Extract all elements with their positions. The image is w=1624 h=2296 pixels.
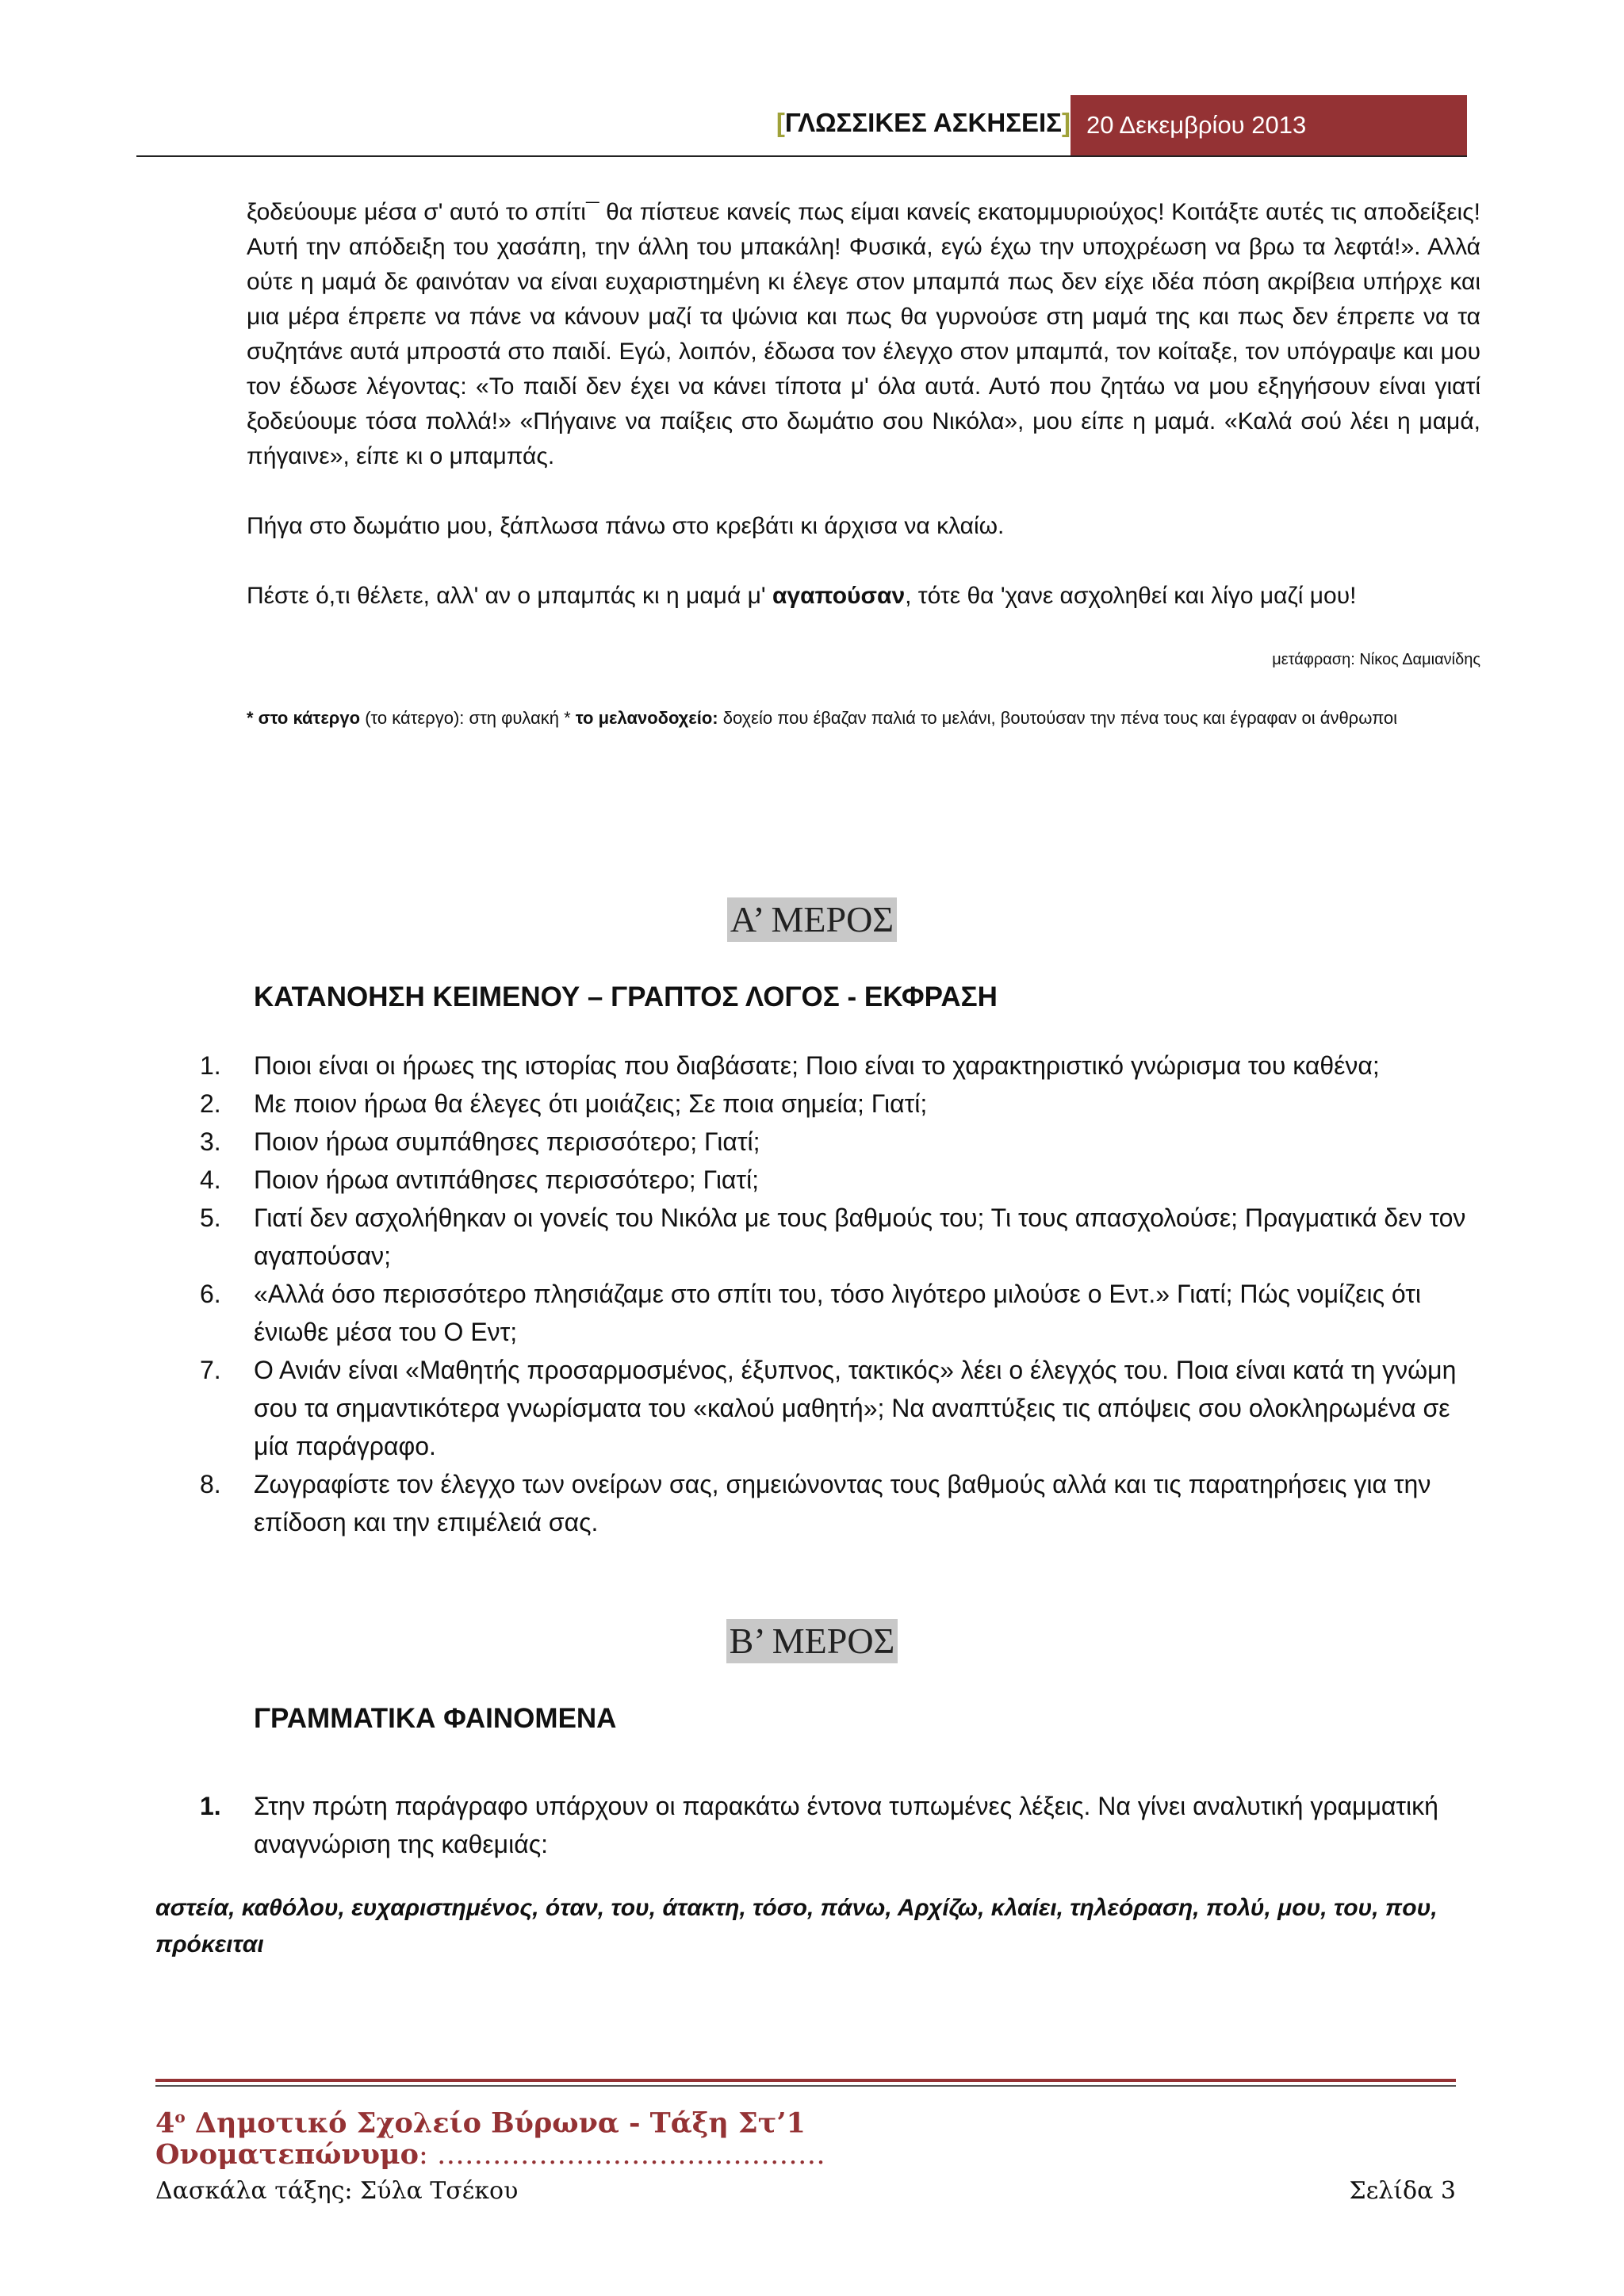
question-number: 6. — [200, 1280, 221, 1308]
header-date: 20 Δεκεμβρίου 2013 — [1071, 95, 1467, 155]
part-b-heading — [0, 1619, 1624, 1663]
story-p3-after: , τότε θα 'χανε ασχοληθεί και λίγο μαζί μου! — [905, 583, 1357, 609]
part-a-heading — [0, 897, 1624, 942]
story-paragraph-1: ξοδεύουμε μέσα σ' αυτό το σπίτι¯ θα πίστευε κανείς πως είμαι κανείς εκατομμυριούχος! Κοιτάξτε αυτές τις αποδείξεις! Αυτή την απόδειξη του χασάπη, την άλλη του μπακάλη! Φυσικά, εγώ έχω την υποχρέωση να βρω τα λεφτά!». Αλλά ούτε η μαμά δε φαινόταν να είναι ευχαριστημένη κι έλεγε στον μπαμπά πως δεν είχε ιδέα πόση ακρίβεια υπήρχε και μια μέρα έπρεπε να πάνε να κάνουν μαζί τα ψώνια και πως θα γυρνούσε στη μαμά της και πως δεν έπρεπε να τα συζητάνε αυτά μπροστά στο παιδί. Εγώ, λοιπόν, έδωσα τον έλεγχο στον μπαμπά, τον κοίταξε, τον υπόγραψε και μου τον έδωσε λέγοντας: «Το παιδί δεν έχει να κάνει τίποτα μ' όλα αυτά. Αυτό που ζητάω να μου εξηγήσουν είναι γιατί ξοδεύουμε τόσα πολλά!» «Πήγαινε να παίξεις στο δωμάτιο σου Νικόλα», μου είπε η μαμά. «Καλά σού λέει η μαμά, πήγαινε», είπε κι ο μπαμπάς. — [247, 199, 1480, 469]
glossary-def-1: (το κάτεργο): στη φυλακή * — [360, 708, 576, 728]
comprehension-question — [200, 1465, 1484, 1541]
story-paragraph-2: Πήγα στο δωμάτιο μου, ξάπλωσα πάνω στο κρεβάτι κι άρχισα να κλαίω. — [247, 513, 1005, 539]
translator-credit: μετάφραση: Νίκος Δαμιανίδης — [1272, 651, 1480, 668]
story-paragraph-3 — [247, 579, 1480, 614]
grammar-questions — [200, 1787, 1484, 1863]
footer-name-label: Ονοματεπώνυμο — [155, 2138, 419, 2171]
part-b-section-title: ΓΡΑΜΜΑΤΙΚΑ ΦΑΙΝΟΜΕΝΑ — [254, 1703, 617, 1734]
comprehension-question — [200, 1123, 1484, 1161]
question-number: 2. — [200, 1089, 221, 1118]
footer-rule-thin — [155, 2085, 1456, 2087]
story-p3-before: Πέστε ό,τι θέλετε, αλλ' αν ο μπαμπάς κι η μαμά μ' — [247, 583, 772, 609]
question-text: Ο Ανιάν είναι «Μαθητής προσαρμοσμένος, έξυπνος, τακτικός» λέει ο έλεγχός του. Ποια είναι κατά τη γνώμη σου τα σημαντικότερα γνωρίσματα του «καλού μαθητή»; Να αναπτύξεις τις απόψεις σου ολοκληρωμένα σε μία παράγραφο. — [254, 1356, 1457, 1460]
page-header — [0, 95, 1624, 157]
question-text: Ποιον ήρωα αντιπάθησες περισσότερο; Γιατί; — [254, 1165, 760, 1194]
question-number: 1. — [200, 1792, 221, 1820]
glossary — [247, 704, 1480, 733]
comprehension-question — [200, 1047, 1484, 1085]
comprehension-question — [200, 1199, 1484, 1275]
header-title-text: ΓΛΩΣΣΙΚΕΣ ΑΣΚΗΣΕΙΣ — [784, 108, 1062, 137]
question-number: 8. — [200, 1470, 221, 1498]
header-bracket-open: [ — [776, 108, 785, 137]
story-text — [247, 195, 1480, 733]
footer-name-blank: : …………………………………… — [418, 2139, 825, 2171]
part-a-heading-text: Α’ ΜΕΡΟΣ — [727, 897, 897, 942]
question-number: 3. — [200, 1127, 221, 1156]
question-text: Ποιον ήρωα συμπάθησες περισσότερο; Γιατί; — [254, 1127, 760, 1156]
part-b-heading-text: Β’ ΜΕΡΟΣ — [726, 1619, 898, 1663]
footer-school-sup: ο — [174, 2107, 186, 2126]
question-number: 5. — [200, 1203, 221, 1232]
header-bracket-close: ] — [1062, 108, 1071, 137]
glossary-def-2: δοχείο που έβαζαν παλιά το μελάνι, βουτούσαν την πένα τους και έγραφαν οι άνθρωποι — [718, 708, 1398, 728]
story-p3-bold: αγαπούσαν — [772, 583, 906, 609]
comprehension-questions — [200, 1047, 1484, 1541]
footer-page-number: Σελίδα 3 — [1349, 2177, 1456, 2205]
footer-teacher: Δασκάλα τάξης: Σύλα Τσέκου — [155, 2177, 519, 2205]
question-text: Στην πρώτη παράγραφο υπάρχουν οι παρακάτω έντονα τυπωμένες λέξεις. Να γίνει αναλυτική γραμματική αναγνώριση της καθεμιάς: — [254, 1792, 1438, 1858]
question-text: «Αλλά όσο περισσότερο πλησιάζαμε στο σπίτι του, τόσο λιγότερο μιλούσε ο Εντ.» Γιατί; Πώς νομίζεις ότι ένιωθε μέσα του Ο Εντ; — [254, 1280, 1422, 1346]
glossary-term-2: το μελανοδοχείο: — [575, 708, 718, 728]
grammar-question — [200, 1787, 1484, 1863]
footer-name-line — [155, 2136, 1456, 2174]
part-a-section-title: ΚΑΤΑΝΟΗΣΗ ΚΕΙΜΕΝΟΥ – ΓΡΑΠΤΟΣ ΛΟΓΟΣ - ΕΚΦΡΑΣΗ — [254, 982, 998, 1012]
header-rule — [136, 155, 1467, 157]
footer-school-num: 4 — [155, 2107, 175, 2140]
comprehension-question — [200, 1275, 1484, 1351]
question-text: Με ποιον ήρωα θα έλεγες ότι μοιάζεις; Σε ποια σημεία; Γιατί; — [254, 1089, 928, 1118]
glossary-term-1: * στο κάτεργο — [247, 708, 361, 728]
footer-rule — [155, 2079, 1456, 2082]
comprehension-question — [200, 1161, 1484, 1199]
grammar-word-list: αστεία, καθόλου, ευχαριστημένος, όταν, του, άτακτη, τόσο, πάνω, Αρχίζω, κλαίει, τηλεόραση, πολύ, μου, του, που, πρόκειται — [155, 1895, 1438, 1957]
question-number: 4. — [200, 1165, 221, 1194]
question-text: Ζωγραφίστε τον έλεγχο των ονείρων σας, σημειώνοντας τους βαθμούς αλλά και τις παρατηρήσεις για την επίδοση και την επιμέλειά σας. — [254, 1470, 1431, 1536]
question-number: 1. — [200, 1051, 221, 1080]
footer-teacher-line — [155, 2174, 1456, 2209]
question-text: Γιατί δεν ασχολήθηκαν οι γονείς του Νικόλα με τους βαθμούς του; Τι τους απασχολούσε; Πραγματικά δεν τον αγαπούσαν; — [254, 1203, 1466, 1270]
footer-school-rest: Δημοτικό Σχολείο Βύρωνα - Τάξη Στ’1 — [185, 2107, 806, 2140]
question-text: Ποιοι είναι οι ήρωες της ιστορίας που διαβάσατε; Ποιο είναι το χαρακτηριστικό γνώρισμα του καθένα; — [254, 1051, 1380, 1080]
comprehension-question — [200, 1085, 1484, 1123]
comprehension-question — [200, 1351, 1484, 1465]
header-title — [776, 108, 1071, 138]
question-number: 7. — [200, 1356, 221, 1384]
